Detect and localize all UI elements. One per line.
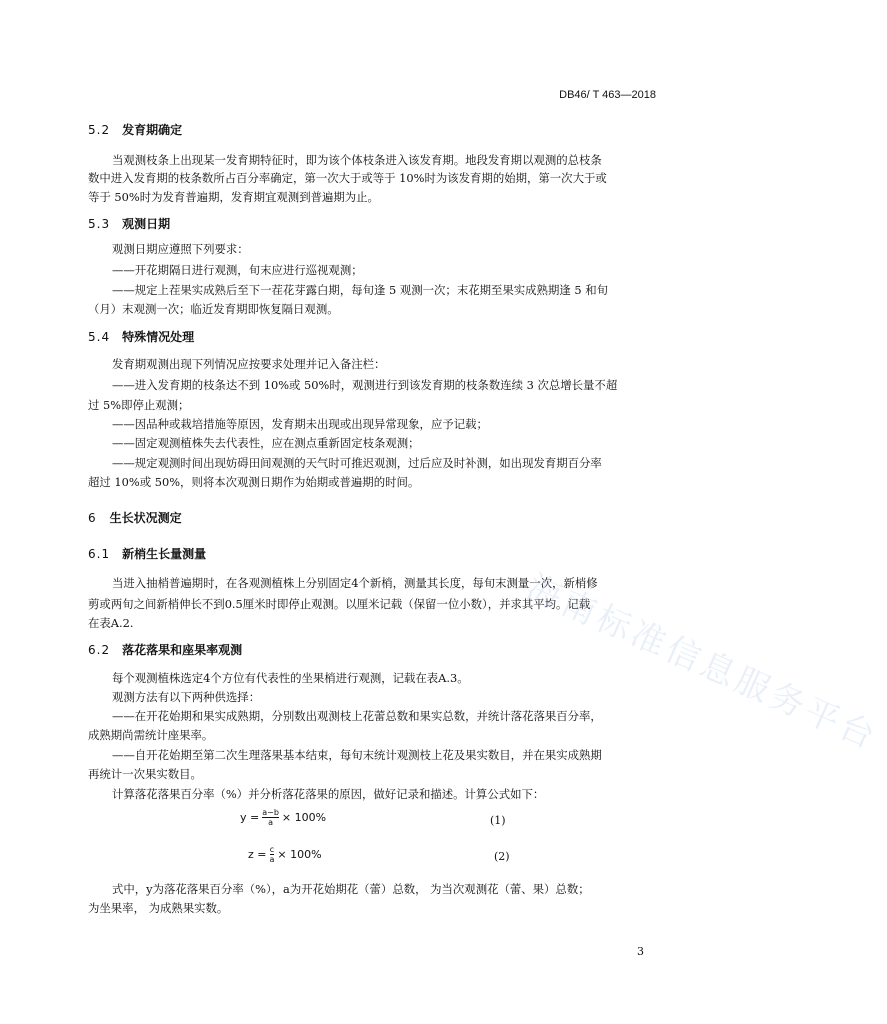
page-number: 3 — [637, 945, 644, 958]
formula-rhs: × 100% — [281, 811, 327, 824]
paragraph-line: 式中，y为落花落果百分率（%），a为开花始期花（蕾）总数， 为当次观测花（蕾、果）总数； — [112, 882, 590, 896]
fraction — [262, 808, 279, 827]
equation-number: (2) — [494, 850, 510, 863]
section-5-4-heading — [88, 328, 194, 345]
paragraph-line: 数中进入发育期的枝条数所占百分率确定，第一次大于或等于 10%时为该发育期的始期，第一次大于或 — [88, 171, 607, 185]
formula-lhs: z = — [248, 848, 267, 861]
list-item: ——自开花始期至第二次生理落果基本结束，每旬末统计观测枝上花及果实数目，并在果实成熟期 — [112, 748, 602, 762]
section-number: 5.4 — [88, 330, 111, 344]
paragraph-line: 计算落花落果百分率（%）并分析落花落果的原因，做好记录和描述。计算公式如下： — [112, 787, 545, 801]
section-title: 特殊情况处理 — [122, 330, 195, 344]
list-item: ——进入发育期的枝条达不到 10%或 50%时，观测进行到该发育期的枝条数连续 3 次总增长量不超 — [112, 378, 618, 392]
section-number: 6.1 — [88, 547, 111, 561]
section-6-heading — [88, 509, 182, 526]
equation-number: (1) — [490, 814, 506, 827]
fraction-denominator: a — [269, 855, 275, 864]
formula-lhs: y = — [240, 811, 260, 824]
section-title: 落花落果和座果率观测 — [122, 643, 243, 657]
section-5-2-heading — [88, 121, 182, 138]
section-title: 发育期确定 — [122, 123, 183, 137]
list-item: ——规定上茬果实成熟后至下一茬花芽露白期，每旬逢 5 观测一次；末花期至果实成熟期逢 5 和旬 — [112, 283, 608, 297]
formula-rhs: × 100% — [277, 848, 322, 861]
section-title: 生长状况测定 — [109, 511, 182, 525]
fraction — [270, 845, 275, 864]
paragraph-line: 等于 50%时为发育普遍期，发育期宜观测到普遍期为止。 — [88, 190, 379, 204]
list-item: ——固定观测植株失去代表性，应在测点重新固定枝条观测； — [112, 436, 420, 450]
paragraph-line: 当观测枝条上出现某一发育期特征时，即为该个体枝条进入该发育期。地段发育期以观测的总枝条 — [112, 153, 602, 167]
section-5-3-heading — [88, 215, 170, 232]
formula-1 — [240, 808, 326, 827]
formula-2 — [248, 845, 322, 864]
paragraph-line: 超过 10%或 50%，则将本次观测日期作为始期或普遍期的时间。 — [88, 475, 420, 489]
section-6-1-heading — [88, 545, 206, 562]
paragraph-line: 当进入抽梢普遍期时，在各观测植株上分别固定4个新梢，测量其长度，每旬末测量一次，新梢修 — [112, 576, 598, 590]
fraction-denominator: a — [268, 818, 274, 827]
list-item: ——在开花始期和果实成熟期，分别数出观测枝上花蕾总数和果实总数，并统计落花落果百分率， — [112, 709, 602, 723]
fraction-numerator: c — [269, 845, 275, 854]
section-number: 5.2 — [88, 123, 111, 137]
paragraph-line: （月）末观测一次；临近发育期即恢复隔日观测。 — [88, 302, 339, 316]
paragraph-line: 观测日期应遵照下列要求： — [112, 242, 249, 256]
paragraph-line: 成熟期尚需统计座果率。 — [88, 728, 214, 742]
section-number: 6 — [88, 511, 96, 525]
paragraph-line: 再统计一次果实数目。 — [88, 767, 202, 781]
list-item: ——开花期隔日进行观测，旬末应进行巡视观测； — [112, 263, 363, 277]
section-6-2-heading — [88, 641, 242, 658]
paragraph-line: 过 5%即停止观测； — [88, 398, 190, 412]
fraction-numerator: a−b — [262, 808, 279, 817]
paragraph-line: 每个观测植株选定4个方位有代表性的坐果梢进行观测，记载在表A.3。 — [112, 671, 469, 685]
section-title: 观测日期 — [122, 217, 171, 231]
paragraph-line: 为坐果率， 为成熟果实数。 — [88, 901, 229, 915]
paragraph-line: 发育期观测出现下列情况应按要求处理并记入备注栏： — [112, 357, 386, 371]
paragraph-line: 在表A.2. — [88, 616, 134, 630]
section-number: 6.2 — [88, 643, 111, 657]
section-number: 5.3 — [88, 217, 111, 231]
paragraph-line: 剪或两旬之间新梢伸长不到0.5厘米时即停止观测。以厘米记载（保留一位小数），并求其平均。记载 — [88, 597, 591, 611]
list-item: ——规定观测时间出现妨碍田间观测的天气时可推迟观测，过后应及时补测，如出现发育期百分率 — [112, 456, 602, 470]
paragraph-line: 观测方法有以下两种供选择： — [112, 690, 261, 704]
watermark: 海南标准信息服务平台 — [520, 567, 884, 759]
section-title: 新梢生长量测量 — [122, 547, 207, 561]
list-item: ——因品种或栽培措施等原因，发育期未出现或出现异常现象，应予记载； — [112, 417, 488, 431]
document-code: DB46/ T 463—2018 — [559, 89, 656, 101]
